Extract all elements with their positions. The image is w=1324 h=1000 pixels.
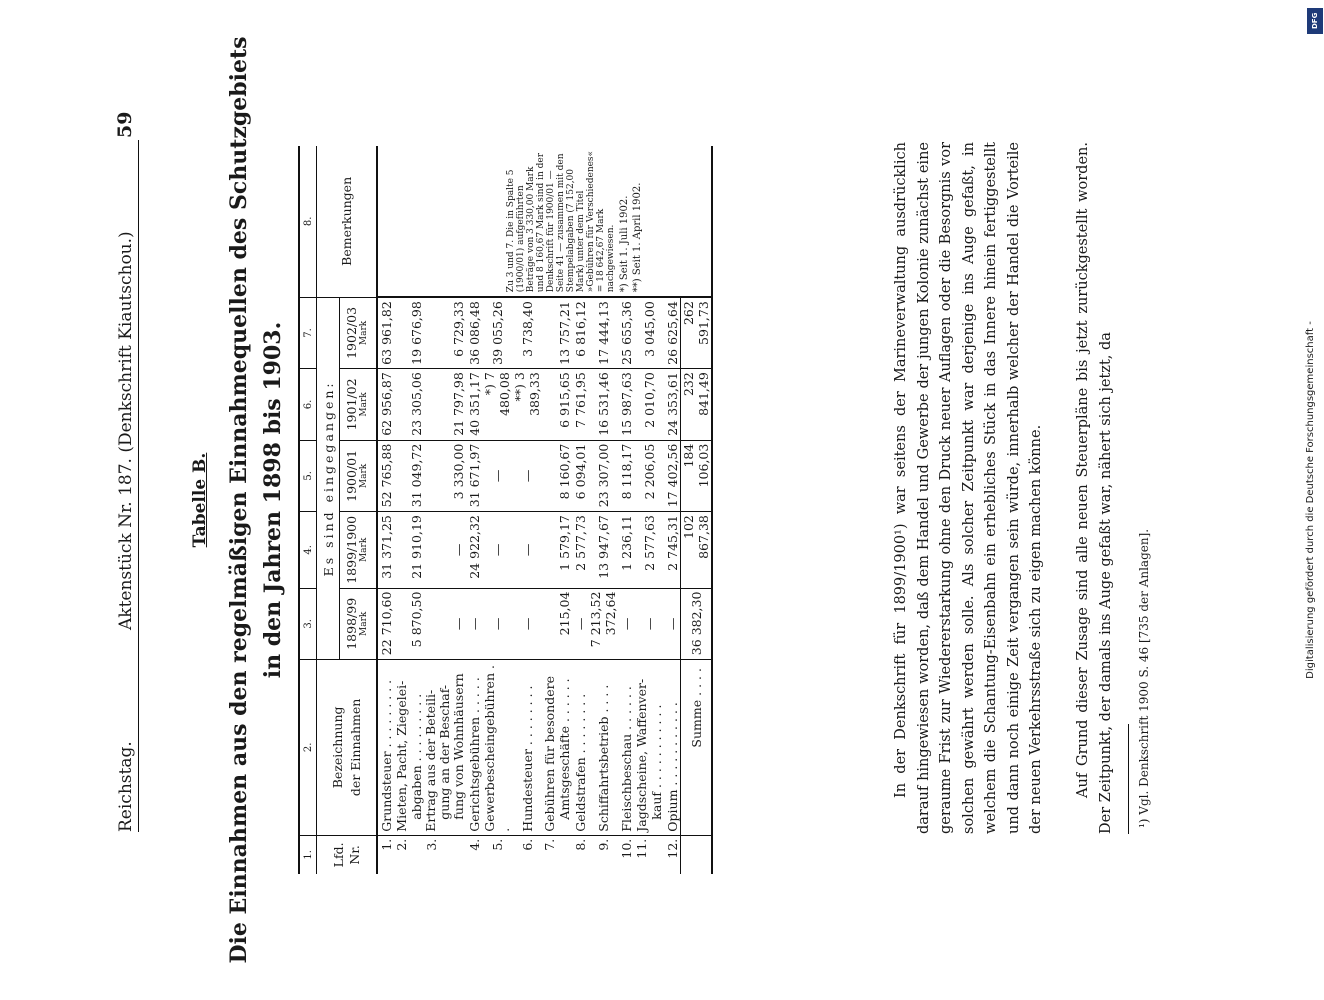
row-name: Geldstrafen . . . . . . . . — [572, 660, 588, 836]
row-name: Gerichtsgebühren . . . . . — [466, 660, 482, 836]
unit-label: Mark — [359, 537, 369, 563]
colnum: 8. — [299, 146, 317, 297]
cell-1899: 31 371,25 — [377, 512, 394, 588]
cell-1901: 7 761,95 — [572, 369, 588, 440]
row-nr: 10. — [618, 835, 634, 874]
page-number: 59 — [114, 111, 136, 138]
header-designation — [317, 660, 378, 836]
row-name-cell — [394, 660, 424, 836]
cell-1902: 36 086,48 — [466, 297, 482, 368]
remark-star-2: **) Seit 1. April 1902. — [632, 182, 643, 293]
header-remarks: Bemerkungen — [317, 146, 378, 297]
footnote: ¹) Vgl. Denkschrift 1900 S. 46 [735 der Anlagen]. — [1137, 528, 1151, 828]
cell-1898: 7 213,52 — [588, 591, 603, 648]
sum-label: Summe . . . . — [681, 660, 713, 836]
sum-1898: 36 382,30 — [681, 588, 713, 659]
remarks-text: Zu 3 und 7. Die in Spalte 5 (1900/01) aufgeführten Beträge von 3 330,00 Mark und 8 160,67 Mark sind in der Denkschrift für 1900/01 — Seite 41 — zusammen mit den Stempelabgaben (7 152,00 Mark) unter dem Titel »Gebühren für Verschiedenes« = 18 642,67 Mark nachgewiesen. — [506, 150, 616, 293]
cell-1899: 13 947,67 — [588, 512, 618, 588]
title-line-1: Die Einnahmen aus den regelmäßigen Einnahmequellen des Schutzgebiets — [226, 36, 252, 964]
sum-1902: 262 591,73 — [681, 297, 713, 368]
cell-1900: 3 330,00 — [424, 440, 466, 511]
unit-label: Mark — [359, 463, 369, 489]
row-name: Jagdscheine, Waffenver- — [634, 678, 649, 832]
row-nr: 9. — [588, 835, 618, 874]
header-lfd: Lfd. — [330, 842, 346, 868]
cell-1899: 2 745,31 — [664, 512, 681, 588]
row-name-cont: abgaben . . . . . . . . . — [409, 693, 424, 820]
year-header — [340, 512, 378, 588]
cell-1901: 24 353,61 — [664, 369, 681, 440]
cell-1899: 21 910,19 — [394, 512, 424, 588]
header-left: Reichstag. — [116, 741, 136, 832]
cell-1900: — — [512, 440, 542, 511]
row-name: Gewerbescheingebühren . . — [482, 660, 512, 836]
year-label: 1901/02 — [344, 378, 359, 431]
cell-1902: 63 961,82 — [377, 297, 394, 368]
cell-1899: 1 579,17 — [542, 512, 572, 588]
cell-1902: 26 625,64 — [664, 297, 681, 368]
row-nr: 8. — [572, 835, 588, 874]
header-bez-2: der Einnahmen — [347, 698, 363, 797]
cell-1900: — — [482, 440, 512, 511]
cell-1898: — — [618, 588, 634, 659]
digitization-note: Digitalisierung gefördert durch die Deutsche Forschungsgemeinschaft - — [1305, 321, 1316, 679]
unit-label: Mark — [359, 392, 369, 417]
row-name-cell — [634, 660, 664, 836]
cell-1902: 17 444,13 — [588, 297, 618, 368]
footnote-remarks — [618, 146, 681, 297]
table-row — [377, 146, 394, 874]
cell-1900: 17 402,56 — [664, 440, 681, 511]
cell-1898-b: 372,64 — [603, 591, 618, 636]
row-nr: 11. — [634, 835, 664, 874]
cell-1899: 2 577,63 — [634, 512, 664, 588]
row-name-cont: gung an der Beschaf- — [437, 684, 452, 820]
colnum: 1. — [299, 835, 317, 874]
cell-1899: — — [482, 512, 512, 588]
table-row — [618, 146, 634, 874]
cell-1898: — — [634, 588, 664, 659]
cell-1902: 6 816,12 — [572, 297, 588, 368]
cell-1902: 19 676,98 — [394, 297, 424, 368]
cell-1900: 23 307,00 — [588, 440, 618, 511]
unit-label: Mark — [359, 611, 369, 636]
cell-1900: 31 049,72 — [394, 440, 424, 511]
cell-1898: — — [512, 588, 542, 659]
year-header — [340, 440, 378, 511]
cell-1900: 6 094,01 — [572, 440, 588, 511]
cell-1900: 31 671,97 — [466, 440, 482, 511]
cell-1900: 52 765,88 — [377, 440, 394, 511]
cell-1901: 40 351,17 — [466, 369, 482, 440]
year-header — [340, 297, 378, 368]
year-header — [340, 588, 378, 659]
cell-1901: 21 797,98 — [424, 369, 466, 440]
row-nr: 4. — [466, 835, 482, 874]
row-name: Gebühren für besondere — [542, 676, 557, 832]
cell-1899: 1 236,11 — [618, 512, 634, 588]
cell-1901: **) 3 389,33 — [512, 369, 542, 440]
revenue-table — [298, 146, 713, 874]
row-name-cont: fung von Wohnhäusern — [451, 673, 466, 820]
row-name-cont: Amtsgeschäfte . . . . . . — [557, 678, 572, 820]
cell-1898: — — [466, 588, 482, 659]
row-name: Ertrag aus der Beteili- — [423, 689, 438, 832]
cell-1901: 23 305,06 — [394, 369, 424, 440]
header-bez-1: Bezeichnung — [329, 706, 345, 789]
cell-1900: 8 160,67 — [542, 440, 572, 511]
row-name: Opium . . . . . . . . . . . — [664, 660, 681, 836]
cell-1902: 39 055,26 — [482, 297, 512, 368]
row-name: Grundsteuer . . . . . . . . . — [377, 660, 394, 836]
header-lfd-nr — [317, 835, 378, 874]
colnum: 5. — [299, 440, 317, 511]
unit-label: Mark — [359, 320, 369, 346]
cell-1902: 3 045,00 — [634, 297, 664, 368]
cell-1899: — — [424, 512, 466, 588]
cell-1901: 2 010,70 — [634, 369, 664, 440]
row-name-cell — [542, 660, 572, 836]
cell-1901: 6 915,65 — [542, 369, 572, 440]
sum-1899: 102 867,38 — [681, 512, 713, 588]
remarks-cell — [377, 146, 618, 297]
row-nr: 6. — [512, 835, 542, 874]
row-name-cont: kauf . . . . . . . . . . . — [649, 704, 664, 820]
cell-1899: 2 577,73 — [572, 512, 588, 588]
cell-1902: 13 757,21 — [542, 297, 572, 368]
row-name: Schiffahrtsbetrieb . . . . — [588, 660, 618, 836]
row-nr: 5. — [482, 835, 512, 874]
header-received: Es sind eingegangen: — [317, 297, 340, 659]
row-nr: 7. — [542, 835, 572, 874]
cell-1902: 25 655,36 — [618, 297, 634, 368]
header-nr: Nr. — [346, 845, 362, 865]
column-number-row — [299, 146, 317, 874]
cell-1901: 62 956,87 — [377, 369, 394, 440]
cell-1899: 24 922,32 — [466, 512, 482, 588]
year-label: 1899/1900 — [344, 515, 359, 584]
remark-star-1: *) Seit 1. Juli 1902. — [619, 195, 630, 293]
row-name: Fleischbeschau . . . . . . — [618, 660, 634, 836]
colnum: 6. — [299, 369, 317, 440]
cell-1898: — — [572, 588, 588, 659]
cell-1898: 215,04 — [542, 588, 572, 659]
cell-1901: 16 531,46 — [588, 369, 618, 440]
row-nr: 1. — [377, 835, 394, 874]
sum-1901: 232 841,49 — [681, 369, 713, 440]
year-label: 1898/99 — [344, 597, 359, 650]
sum-row — [681, 146, 713, 874]
row-name: Hundesteuer . . . . . . . . — [512, 660, 542, 836]
year-header — [340, 369, 378, 440]
cell-1901: 15 987,63 — [618, 369, 634, 440]
cell-1898: 22 710,60 — [377, 588, 394, 659]
colnum: 3. — [299, 588, 317, 659]
row-name-cell — [424, 660, 466, 836]
sum-empty — [681, 835, 713, 874]
dfg-logo: DFG — [1307, 8, 1323, 34]
cell-1899: — — [512, 512, 542, 588]
paragraph-2: Auf Grund dieser Zusage sind alle neuen Steuerpläne bis jetzt zurückgestellt worden. Der Zeitpunkt, der damals ins Auge gefaßt war, nähert sich jetzt, da — [1075, 142, 1114, 834]
year-label: 1900/01 — [344, 449, 359, 502]
header-rule — [138, 140, 139, 832]
row-nr: 12. — [664, 835, 681, 874]
row-nr: 2. — [394, 835, 424, 874]
cell-1898: 5 870,50 — [394, 588, 424, 659]
cell-1898: — — [482, 588, 512, 659]
cell-1898: — — [664, 588, 681, 659]
sum-1900: 184 106,03 — [681, 440, 713, 511]
row-nr: 3. — [424, 835, 466, 874]
cell-1898: — — [424, 588, 466, 659]
cell-1900: 8 118,17 — [618, 440, 634, 511]
colnum: 4. — [299, 512, 317, 588]
table-label: Tabelle B. — [190, 452, 210, 548]
footnote-rule — [1128, 724, 1129, 834]
header-center: Aktenstück Nr. 187. (Denkschrift Kiautschou.) — [116, 231, 136, 630]
row-name: Mieten, Pacht, Ziegelei- — [394, 680, 409, 832]
cell-1898-split — [588, 588, 618, 659]
cell-1902: 3 738,40 — [512, 297, 542, 368]
colnum: 2. — [299, 660, 317, 836]
year-label: 1902/03 — [344, 306, 359, 359]
paragraph-1: In der Denkschrift für 1899/1900¹) war seitens der Marineverwaltung ausdrücklich darauf hingewiesen worden, daß dem Handel und Gewerbe der jungen Kolonie zunächst eine geraume Frist zur Wiedererstarkung ohne den Druck neuer Auflagen oder die Besorgnis vor solchen gewährt werden solle. Als solcher Zeitpunkt war derjenige ins Auge gefaßt, in welchem die Schantung-Eisenbahn ein erhebliches Stück in das Innere hinein fertiggestellt und dann noch einige Zeit vergangen sein würde, innerhalb welcher der Handel die Vorteile der neuen Verkehrsstraße sich zu eigen machen könne. — [893, 142, 1044, 834]
cell-1902: 6 729,33 — [424, 297, 466, 368]
colnum: 7. — [299, 297, 317, 368]
cell-1901: *) 7 480,08 — [482, 369, 512, 440]
title-line-2: in den Jahren 1898 bis 1903. — [260, 321, 286, 679]
cell-1900: 2 206,05 — [634, 440, 664, 511]
